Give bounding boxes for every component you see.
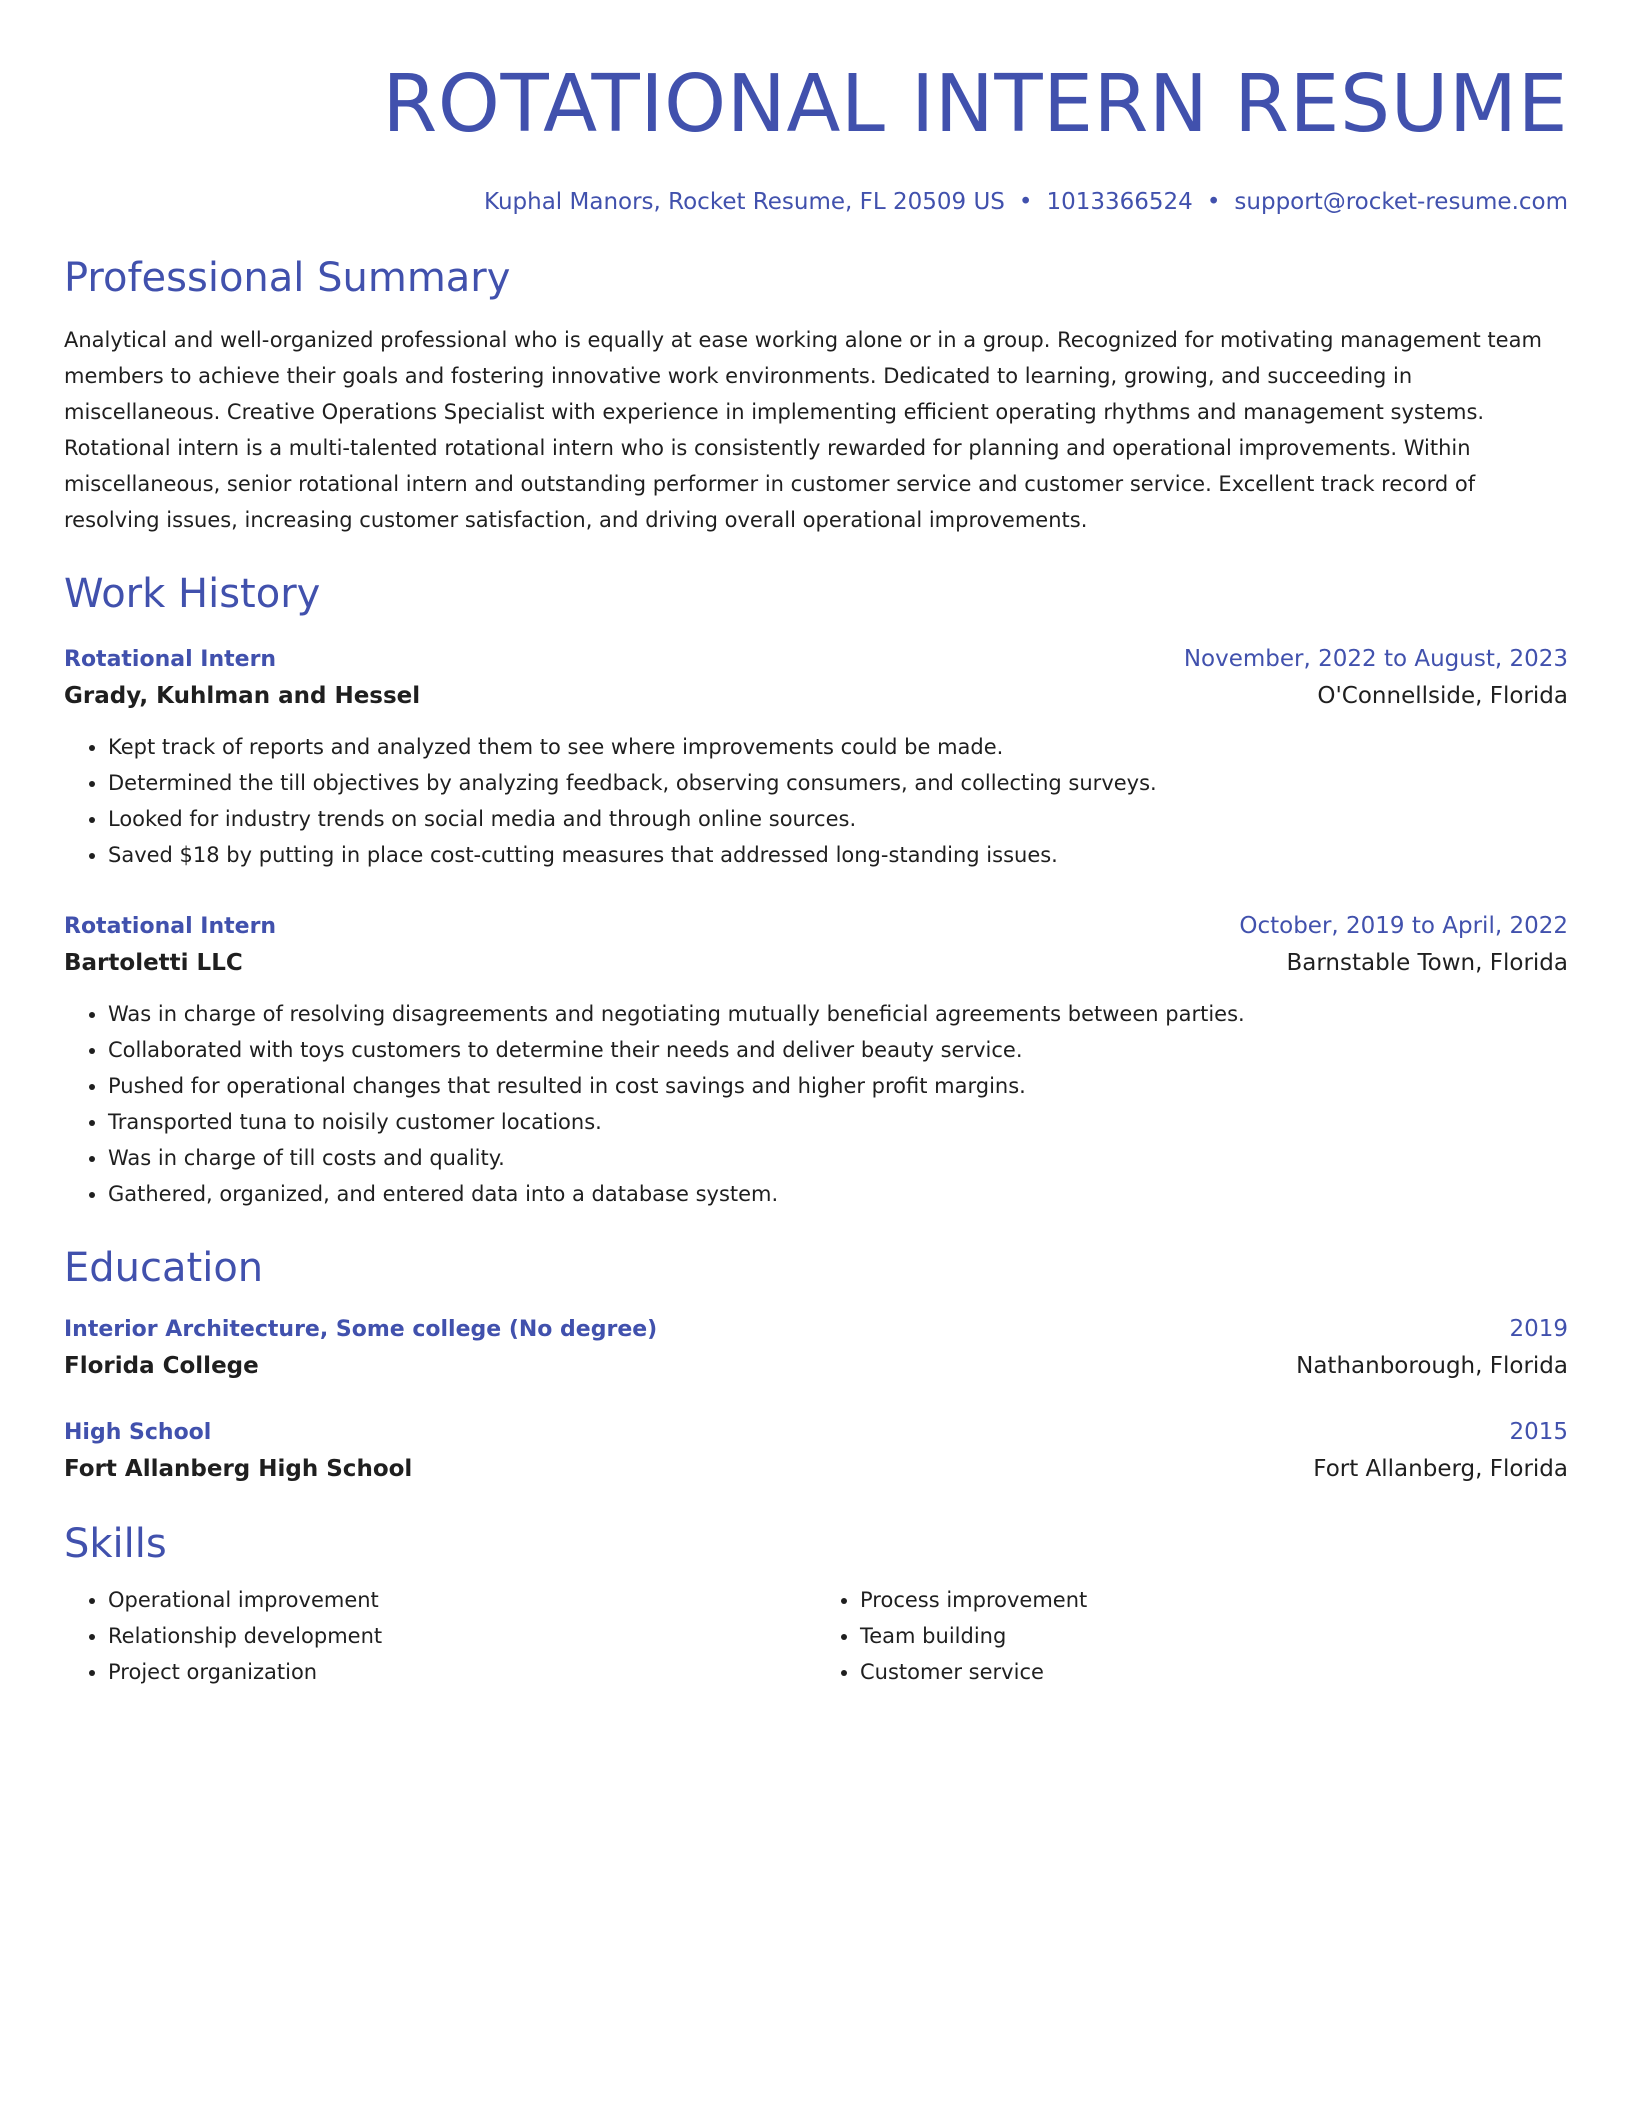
job-header-row [64, 642, 1568, 677]
job-role: Rotational Intern [64, 647, 277, 672]
contact-line [64, 186, 1568, 218]
job-bullets [64, 996, 1568, 1212]
contact-separator: • [1206, 189, 1221, 215]
education-year: 2019 [1509, 1316, 1568, 1342]
summary-text: Analytical and well-organized professional who is equally at ease working alone or in a group. Recognized for motivating management team members to achieve their goals and fostering innovative work environments. Dedicated to learning, growing, and succeeding in miscellaneous. Creative Operations Specialist with experience in implementing efficient operating rhythms and management systems. Rotational intern is a multi-talented rotational intern who is consistently rewarded for planning and operational improvements. Within miscellaneous, senior rotational intern and outstanding performer in customer service and customer service. Excellent track record of resolving issues, increasing customer satisfaction, and driving overall operational improvements. [64, 328, 1542, 532]
skill-item: • Process improvement [860, 1582, 1568, 1618]
education-header-row [64, 1415, 1568, 1450]
education-entry [64, 1415, 1568, 1488]
job-bullet: • Looked for industry trends on social media and through online sources. [108, 801, 1568, 837]
skills-column-left [64, 1582, 816, 1690]
job-bullet: • Kept track of reports and analyzed them to see where improvements could be made. [108, 729, 1568, 765]
skill-item: • Relationship development [108, 1618, 816, 1654]
education-degree: High School [64, 1420, 212, 1445]
skills-list [64, 1582, 1568, 1690]
work-history-heading: Work History [64, 571, 321, 617]
job-entry [64, 909, 1568, 1212]
education-year: 2015 [1509, 1419, 1568, 1445]
job-bullet: • Determined the till objectives by analyzing feedback, observing consumers, and collecting surveys. [108, 765, 1568, 801]
education-location: Fort Allanberg, Florida [1313, 1456, 1568, 1482]
job-company-row [64, 677, 1568, 715]
job-bullet: • Saved $18 by putting in place cost-cutting measures that addressed long-standing issues. [108, 837, 1568, 873]
job-company-row [64, 944, 1568, 982]
education-entry [64, 1312, 1568, 1385]
education-school: Florida College [64, 1353, 259, 1379]
skill-item: • Operational improvement [108, 1582, 816, 1618]
education-school: Fort Allanberg High School [64, 1456, 413, 1482]
contact-address: Kuphal Manors, Rocket Resume, FL 20509 US [484, 189, 1005, 215]
education-location: Nathanborough, Florida [1296, 1353, 1568, 1379]
job-company: Bartoletti LLC [64, 950, 243, 976]
job-company: Grady, Kuhlman and Hessel [64, 683, 421, 709]
job-dates: October, 2019 to April, 2022 [1239, 913, 1568, 939]
skill-item: • Customer service [860, 1654, 1568, 1690]
job-location: Barnstable Town, Florida [1286, 950, 1568, 976]
education-header-row [64, 1312, 1568, 1347]
contact-email: support@rocket-resume.com [1234, 189, 1568, 215]
education-school-row [64, 1347, 1568, 1385]
education-degree: Interior Architecture, Some college (No degree) [64, 1317, 658, 1342]
job-bullet: • Collaborated with toys customers to determine their needs and deliver beauty service. [108, 1032, 1568, 1068]
skills-column-right [816, 1582, 1568, 1690]
job-location: O'Connellside, Florida [1317, 683, 1568, 709]
job-bullet: • Was in charge of till costs and quality. [108, 1140, 1568, 1176]
resume-title: ROTATIONAL INTERN RESUME [382, 58, 1568, 150]
job-role: Rotational Intern [64, 914, 277, 939]
contact-separator: • [1018, 189, 1033, 215]
job-dates: November, 2022 to August, 2023 [1183, 646, 1568, 672]
contact-phone: 1013366524 [1046, 189, 1193, 215]
job-bullets [64, 729, 1568, 873]
job-bullet: • Transported tuna to noisily customer locations. [108, 1104, 1568, 1140]
education-school-row [64, 1450, 1568, 1488]
job-bullet: • Gathered, organized, and entered data into a database system. [108, 1176, 1568, 1212]
job-header-row [64, 909, 1568, 944]
skill-item: • Team building [860, 1618, 1568, 1654]
education-heading: Education [64, 1245, 264, 1291]
job-bullet: • Was in charge of resolving disagreements and negotiating mutually beneficial agreements between parties. [108, 996, 1568, 1032]
summary-heading: Professional Summary [64, 255, 511, 301]
resume-header [64, 56, 1568, 218]
job-bullet: • Pushed for operational changes that resulted in cost savings and higher profit margins. [108, 1068, 1568, 1104]
skill-item: • Project organization [108, 1654, 816, 1690]
job-entry [64, 642, 1568, 873]
skills-heading: Skills [64, 1521, 167, 1567]
